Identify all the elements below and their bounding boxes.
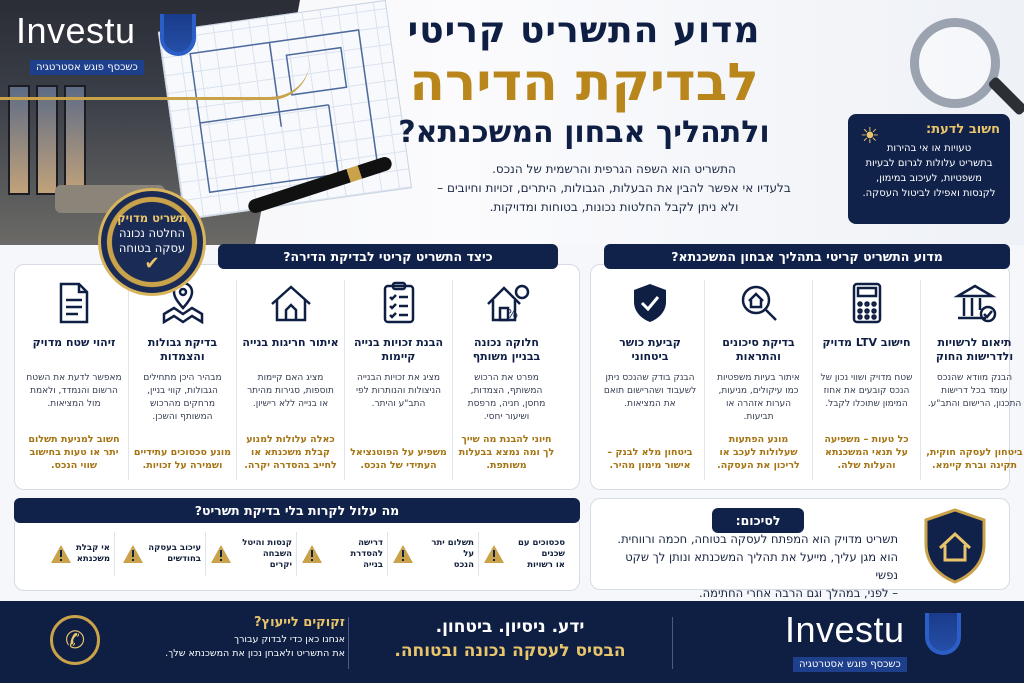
risks-heading: מה עלול לקרות בלי בדיקת תשריט? [14,498,580,523]
warning-icon [301,544,323,564]
magnifier-handle [987,76,1024,116]
risk-item [114,532,205,576]
card-benefit: חיוני להבנת מה שייך לך ומה נמצא בבעלות משותפת. [458,434,555,471]
logo-tagline: כשכסף פוגש אסטרטגיה [30,60,144,75]
card-body: מאפשר לדעת את השטח הרשום והנמדד, ולאמת מול המציאות. [26,373,122,409]
house-alert-icon [242,280,339,332]
warning-icon [392,544,414,564]
summary-line: – לפני, במהלך וגם הרבה אחרי החתימה. [699,586,898,600]
logo-wordmark: Investu [785,609,905,650]
card-title: בדיקת סיכונים והתראות [722,336,795,363]
risk-text: קנסות והיטל השבחה יקרים [242,537,292,570]
seal-line-2: החלטה נכונה [118,226,186,240]
mortgage-heading: מדוע התשריט קריטי בתהליך אבחון המשכנתא? [604,244,1010,269]
lightbulb-icon: ☀ [860,124,880,149]
risk-text: עיכוב בעסקה בחודשים [148,543,201,564]
svg-text:%: % [506,307,518,321]
note-line: משפטיות, לעיכוב במימון, [876,173,982,184]
risk-text: תשלום יתר על הנכס [431,537,474,570]
slogan-line-1: ידע. ניסיון. ביטחון. [435,617,585,637]
seal-line-1: תשריט מדויק [117,211,187,225]
window-image [64,85,86,195]
card-title: זיהוי שטח מדויק [32,336,116,349]
warning-icon [50,544,72,564]
card-title: איתור חריגות בנייה [242,336,339,349]
risk-item [205,532,296,576]
note-line: לקנסות ואפילו לביטול העסקה. [862,188,996,199]
brand-logo[interactable] [12,8,197,78]
card-benefit: משפיע על הפוטנציאל העתידי של הנכס. [350,447,447,471]
logo-emblem-icon [160,14,196,56]
intro-line: התשריט הוא השפה הגרפית והרשמית של הנכס. [492,162,736,176]
card-benefit: מונע סכסוכים עתידיים ושמירה על זכויות. [133,447,232,471]
slogan-line-2: הבסיס לעסקה נכונה ובטוחה. [394,641,626,661]
apartment-card [20,280,128,480]
risk-text: סכסוכים עם שכנים או רשויות [517,537,565,570]
contact-title: זקוקים לייעוץ? [254,615,345,630]
footer [0,601,1024,683]
apartment-card [344,280,452,480]
apartment-heading: כיצד התשריט קריטי לבדיקת הדירה? [218,244,558,269]
card-body: מציג את זכויות הבנייה הניצולות והנותרות לפי התב"ע והיתר. [356,373,441,409]
note-body [858,141,1000,201]
risk-text: דרישה להסדרת בנייה [350,537,383,570]
apartment-card [128,280,236,480]
window-image [36,85,58,195]
apartment-card [236,280,344,480]
shield-house-icon [920,506,990,586]
card-benefit: ביטחון לעסקה חוקית, תקינה וברת קיימא. [926,447,1023,471]
card-title: קביעת כושר ביטחוני [619,336,681,363]
summary-text [600,530,898,602]
risk-text: אי קבלת משכנתא [75,543,110,564]
logo-tagline: כשכסף פוגש אסטרטגיה [793,657,907,672]
risk-item [478,532,569,576]
intro-line: ולא ניתן לקבל החלטות נכונות, בטוחות ומדויקות. [489,200,739,214]
shield-check-icon [601,280,699,332]
quality-seal [98,188,206,296]
card-benefit: מונע הפתעות שעלולות לעכב או לריכון את העסקה. [717,434,800,471]
card-body: מבהיר היכן מתחילים הגבולות, קווי בניין, מרחקים מהרכוש המשותף והשכן. [143,373,222,422]
divider [672,617,673,669]
phone-icon[interactable]: ✆ [50,615,100,665]
magnifier-image [910,18,1000,108]
card-body: שטח מדויק ושווי נכון של הנכס קובעים את אחוז המימון שתוכלו לקבל. [820,373,913,409]
risk-item [296,532,387,576]
apartment-cards [20,280,560,480]
card-title: תיאום לרשויות ולדרישות החוק [935,336,1014,363]
card-benefit: חשוב למניעת תשלום יתר או טעות בחישוב שווי הנכס. [28,434,120,471]
summary-line: תשריט מדויק הוא המפתח לעסקה בטוחה, חכמה ורווחית. [617,532,898,546]
risks-list [24,532,569,576]
document-icon [25,280,123,332]
card-body: מפרט את הרכוש המשותף, הצמדות, מחסן, חניה, מרפסת ושיעור יחסי. [467,373,546,422]
checkmark-icon: ✔ [144,253,160,274]
title-line-3: ולתהליך אבחון המשכנתא? [398,115,770,150]
logo-wordmark: Investu [16,10,136,51]
checklist-icon [350,280,447,332]
contact-line: את התשריט ולאבחן נכון את המשכנתא שלך. [165,648,345,659]
card-body: הבנק בודק שהנכס ניתן לשעבוד ושהרישום תואם את המציאות. [603,373,697,409]
mortgage-card [920,280,1024,480]
note-line: טעויות או אי בהירות [886,143,972,154]
card-benefit: כאלה עלולות למנוע קבלת משכנתא או לחייב בהסדרה יקרה. [244,434,337,471]
title-line-1: מדוע התשריט קריטי [407,10,761,51]
risk-item [387,532,478,576]
building-check-icon [926,280,1023,332]
card-benefit: כל טעות – משפיעה על תנאי המשכנתא והעלות שלה. [824,434,909,471]
slogan-block [360,617,660,661]
title-line-2: לבדיקת הדירה [409,53,759,113]
mortgage-card [704,280,812,480]
mortgage-cards [596,280,1024,480]
summary-heading: לסיכום: [712,508,804,533]
warning-icon [483,544,505,564]
note-line: בתשריט עלולות לגרום לבעיות [865,158,993,169]
apartment-card [452,280,560,480]
card-body: הבנק מוודא שהנכס עומד בכל דרישות התכנון, הרישום והתב"ע. [927,373,1022,409]
note-title: חשוב לדעת: [926,122,1000,137]
card-title: בדיקת גבולות והצמדות [147,336,218,363]
seal-line-3: עסקה בטוחה [118,241,186,255]
intro-line: בלעדיו אי אפשר להבין את הבעלות, הגבולות, היתרים, זכויות וחיובים – [437,181,791,195]
contact-text [115,633,345,661]
important-note-box [848,114,1010,224]
card-body: מציג האם קיימות תוספות, סגירות מהיתר או בנייה ללא רישיון. [247,373,334,409]
risk-item [24,532,114,576]
card-body: איתור בעיות משפטיות כמו עיקולים, מניעות, הערות אזהרה או תביעות. [717,373,800,422]
house-search-icon [710,280,807,332]
warning-icon [122,544,144,564]
card-title: חלוקה נכונה בבניין משותף [472,336,541,363]
logo-emblem-icon [925,613,961,655]
card-title: הבנת זכויות בנייה קיימות [353,336,444,363]
divider [348,617,349,669]
calculator-icon [818,280,915,332]
intro-text [419,160,809,217]
mortgage-card [596,280,704,480]
footer-brand-logo[interactable] [775,609,960,675]
contact-block [115,615,345,661]
card-title: חישוב LTV מדויק [822,336,911,349]
summary-line: הוא מגן עליך, מייעל את תהליך המשכנתא ונותן לך שקט נפשי [625,550,898,582]
page-title [354,10,814,150]
house-percent-icon [458,280,555,332]
window-image [8,85,30,195]
mortgage-card [812,280,920,480]
contact-line: אנחנו כאן כדי לבדוק עבורך [233,634,345,645]
warning-icon [210,544,232,564]
card-benefit: ביטחון מלא לבנק – אישור מימון מהיר. [607,447,693,471]
